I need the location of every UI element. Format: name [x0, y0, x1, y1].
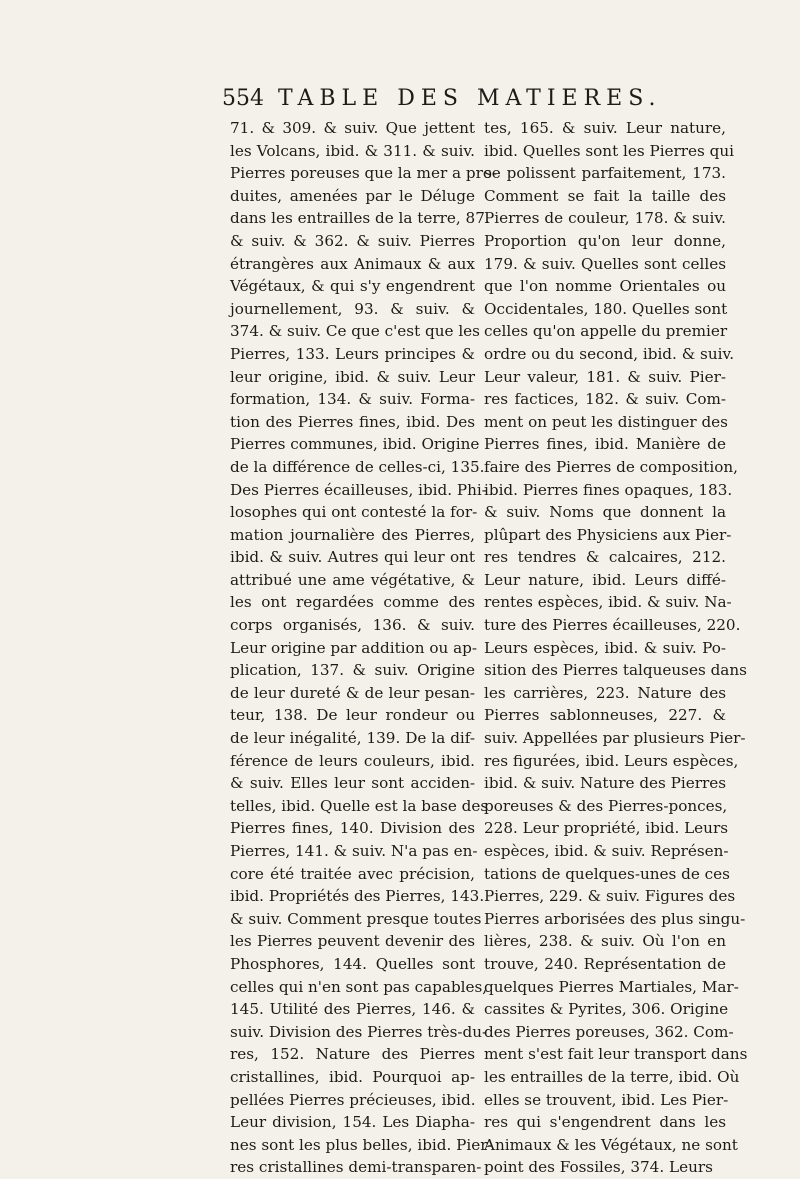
index-line: espèces, ibid. & suiv. Représen- — [484, 842, 729, 860]
index-line: trouve, 240. Représentation de — [484, 954, 726, 973]
index-column-left — [230, 117, 498, 1179]
index-line: res, 152. Nature des Pierres — [230, 1045, 475, 1064]
index-line: Pierres arborisées des plus singu- — [484, 909, 746, 928]
index-line: Leur origine par addition ou ap- — [230, 638, 477, 657]
index-line: & suiv. & 362. & suiv. Pierres — [230, 231, 475, 250]
index-line: plication, 137. & suiv. Origine — [230, 661, 475, 680]
index-line: 228. Leur propriété, ibid. Leurs — [484, 819, 729, 838]
index-line: 179. & suiv. Quelles sont celles — [484, 254, 726, 273]
index-line: ibid. Propriétés des Pierres, 143. — [230, 887, 485, 906]
index-line: cristallines, ibid. Pourquoi ap- — [230, 1067, 475, 1086]
index-line: formation, 134. & suiv. Forma- — [230, 390, 475, 409]
index-line: les Pierres peuvent devenir des — [230, 932, 475, 951]
index-line: de la différence de celles-ci, 135. — [230, 457, 485, 476]
index-line: attribué une ame végétative, & — [230, 570, 475, 589]
index-line: ibid. Pierres fines opaques, 183. — [484, 480, 733, 499]
index-line: telles, ibid. Quelle est la base des — [230, 796, 489, 815]
index-line: res cristallines demi-transparen- — [230, 1158, 482, 1177]
index-line: cassites & Pyrites, 306. Origine — [484, 1000, 729, 1019]
index-line: & suiv. Comment presque toutes — [230, 909, 482, 928]
index-line: Leurs espèces, ibid. & suiv. Po- — [484, 638, 726, 657]
index-line: res figurées, ibid. Leurs espèces, — [484, 751, 739, 770]
index-line: faire des Pierres de composition, — [484, 457, 738, 476]
index-line: rentes espèces, ibid. & suiv. Na- — [484, 593, 732, 612]
index-line: 145. Utilité des Pierres, 146. & — [230, 1000, 475, 1019]
index-line: suiv. Appellées par plusieurs Pier- — [484, 729, 746, 748]
index-line: core été traitée avec précision, — [230, 864, 475, 883]
index-line: suiv. Division des Pierres très-du- — [230, 1022, 488, 1041]
index-line: point des Fossiles, 374. Leurs — [484, 1158, 713, 1177]
index-line: Leur division, 154. Les Diapha- — [230, 1113, 475, 1132]
index-line: ibid. & suiv. Autres qui leur ont — [230, 548, 475, 567]
index-line: 374. & suiv. Ce que c'est que les — [230, 322, 480, 341]
index-line: Pierres fines, 140. Division des — [230, 819, 475, 838]
index-line: celles qu'on appelle du premier — [484, 322, 728, 341]
index-line: journellement, 93. & suiv. & — [230, 299, 475, 318]
index-line: leur origine, ibid. & suiv. Leur — [230, 367, 475, 386]
index-line: dans les entrailles de la terre, 87. — [230, 209, 490, 228]
index-line: Leur valeur, 181. & suiv. Pier- — [484, 367, 726, 386]
index-line: losophes qui ont contesté la for- — [230, 503, 478, 522]
index-line: res qui s'engendrent dans les — [484, 1113, 726, 1132]
index-line: poreuses & des Pierres-ponces, — [484, 796, 728, 815]
index-line: Pierres sablonneuses, 227. & — [484, 706, 726, 725]
index-line: les entrailles de la terre, ibid. Où — [484, 1067, 740, 1086]
index-line: les ont regardées comme des — [230, 593, 475, 612]
index-line: de leur dureté & de leur pesan- — [230, 683, 475, 702]
index-line: les Volcans, ibid. & 311. & suiv. — [230, 141, 475, 160]
index-line: tes, 165. & suiv. Leur nature, — [484, 119, 726, 137]
index-line: lières, 238. & suiv. Où l'on en — [484, 932, 726, 951]
index-line: res factices, 182. & suiv. Com- — [484, 390, 726, 409]
index-line: tion des Pierres fines, ibid. Des — [230, 412, 475, 431]
index-line: Occidentales, 180. Quelles sont — [484, 299, 728, 318]
index-line: étrangères aux Animaux & aux — [230, 254, 475, 273]
index-line: mation journalière des Pierres, — [230, 525, 475, 544]
index-line: férence de leurs couleurs, ibid. — [230, 751, 475, 770]
index-line: des Pierres poreuses, 362. Com- — [484, 1022, 734, 1041]
index-line: elles se trouvent, ibid. Les Pier- — [484, 1090, 729, 1109]
index-line: que l'on nomme Orientales ou — [484, 277, 726, 296]
index-line: duites, amenées par le Déluge — [230, 186, 475, 205]
index-line: Pierres poreuses que la mer a pro- — [230, 164, 498, 183]
index-line: Végétaux, & qui s'y engendrent — [230, 277, 475, 296]
index-line: & suiv. Noms que donnent la — [484, 503, 726, 522]
index-line: Pierres, 229. & suiv. Figures des — [484, 887, 736, 906]
index-line: Pierres, 141. & suiv. N'a pas en- — [230, 842, 478, 860]
index-line: quelques Pierres Martiales, Mar- — [484, 977, 739, 996]
index-line: Animaux & les Végétaux, ne sont — [484, 1135, 738, 1154]
index-line: ment s'est fait leur transport dans — [484, 1045, 748, 1064]
index-line: Des Pierres écailleuses, ibid. Phi- — [230, 480, 487, 499]
index-line: tations de quelques-unes de ces — [484, 864, 730, 883]
index-line: Comment se fait la taille des — [484, 186, 726, 205]
index-line: teur, 138. De leur rondeur ou — [230, 706, 475, 725]
index-line: ibid. & suiv. Nature des Pierres — [484, 774, 727, 793]
index-line: Leur nature, ibid. Leurs diffé- — [484, 570, 726, 589]
page-number: 554 — [222, 86, 264, 111]
index-line: plûpart des Physiciens aux Pier- — [484, 525, 732, 544]
index-line: ment on peut les distinguer des — [484, 412, 728, 431]
index-line: ture des Pierres écailleuses, 220. — [484, 616, 741, 635]
index-line: nes sont les plus belles, ibid. Pier- — [230, 1135, 493, 1154]
index-line: 71. & 309. & suiv. Que jettent — [230, 119, 475, 137]
index-line: Pierres communes, ibid. Origine — [230, 435, 480, 454]
index-column-right — [484, 117, 748, 1179]
index-line: ibid. Quelles sont les Pierres qui — [484, 141, 735, 160]
index-line: celles qui n'en sont pas capables, — [230, 977, 488, 996]
index-line: pellées Pierres précieuses, ibid. — [230, 1090, 476, 1109]
index-line: & suiv. Elles leur sont acciden- — [230, 774, 475, 793]
index-line: Pierres, 133. Leurs principes & — [230, 344, 475, 363]
index-line: Pierres fines, ibid. Manière de — [484, 435, 726, 454]
index-line: corps organisés, 136. & suiv. — [230, 616, 475, 635]
running-title: TABLE DES MATIERES. — [278, 86, 662, 111]
index-line: sition des Pierres talqueuses dans — [484, 661, 747, 680]
index-line: ordre ou du second, ibid. & suiv. — [484, 344, 735, 363]
index-line: Pierres de couleur, 178. & suiv. — [484, 209, 726, 228]
index-line: se polissent parfaitement, 173. — [484, 164, 726, 183]
index-line: les carrières, 223. Nature des — [484, 683, 726, 702]
index-line: de leur inégalité, 139. De la dif- — [230, 729, 475, 748]
index-line: res tendres & calcaires, 212. — [484, 548, 726, 567]
index-line: Phosphores, 144. Quelles sont — [230, 954, 475, 973]
index-line: Proportion qu'on leur donne, — [484, 231, 726, 250]
